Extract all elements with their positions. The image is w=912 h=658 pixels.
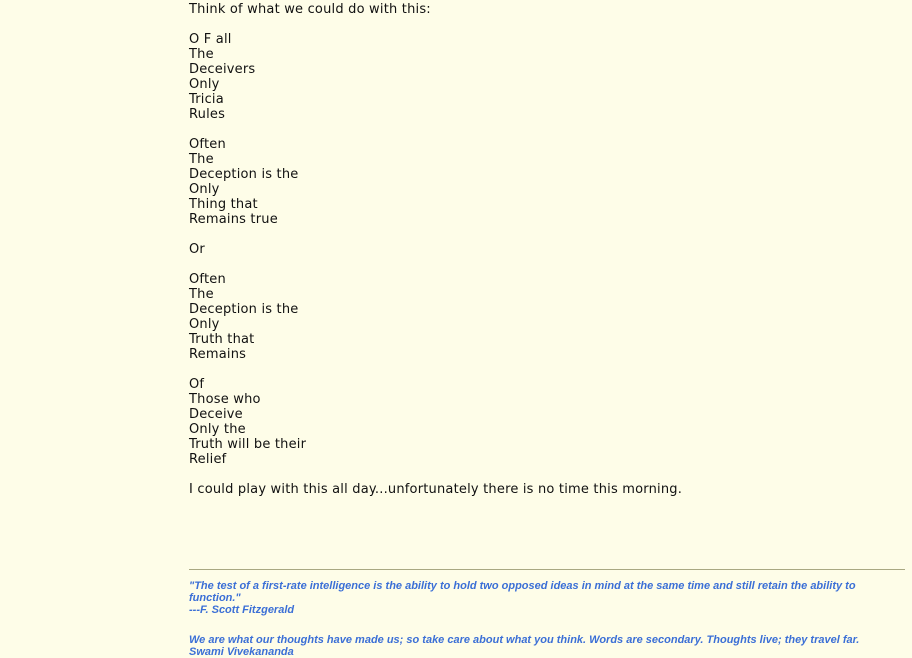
signature-author: ---F. Scott Fitzgerald [189,604,295,616]
post-line: Only [189,182,220,197]
post-line: Truth that [189,332,255,347]
post-line: Only [189,77,220,92]
forum-post-body [189,2,904,497]
post-line: Only the [189,422,246,437]
post-line: I could play with this all day...unfortunately there is no time this morning. [189,482,683,497]
post-line: Only [189,317,220,332]
signature-quote: "The test of a first-rate intelligence is the ability to hold two opposed ideas in mind at the same time and still retain the ability to function." [189,580,856,604]
post-line: Remains [189,347,247,362]
signature-author: Swami Vivekananda [189,646,294,658]
post-blank-line [189,467,904,482]
post-line: The [189,47,214,62]
post-line: Deceivers [189,62,256,77]
post-line: Think of what we could do with this: [189,2,431,17]
post-blank-line [189,257,904,272]
post-line: Relief [189,452,227,467]
post-line: Those who [189,392,261,407]
signature-gap [189,616,889,634]
post-line: Deception is the [189,302,299,317]
post-line: Of [189,377,205,392]
post-line: O F all [189,32,232,47]
post-line: Tricia [189,92,224,107]
post-line: Often [189,137,226,152]
post-blank-line [189,17,904,32]
post-blank-line [189,362,904,377]
post-line: The [189,152,214,167]
signature-block [189,580,889,658]
signature-divider [189,569,905,570]
post-line: Remains true [189,212,278,227]
post-line: Deceive [189,407,243,422]
signature-quote: We are what our thoughts have made us; so take care about what you think. Words are secondary. Thoughts live; they travel far. [189,634,860,646]
post-blank-line [189,227,904,242]
post-line: Rules [189,107,226,122]
post-blank-line [189,122,904,137]
post-line: Truth will be their [189,437,307,452]
post-line: Often [189,272,226,287]
post-line: Thing that [189,197,258,212]
post-line: The [189,287,214,302]
post-line: Deception is the [189,167,299,182]
post-line: Or [189,242,205,257]
